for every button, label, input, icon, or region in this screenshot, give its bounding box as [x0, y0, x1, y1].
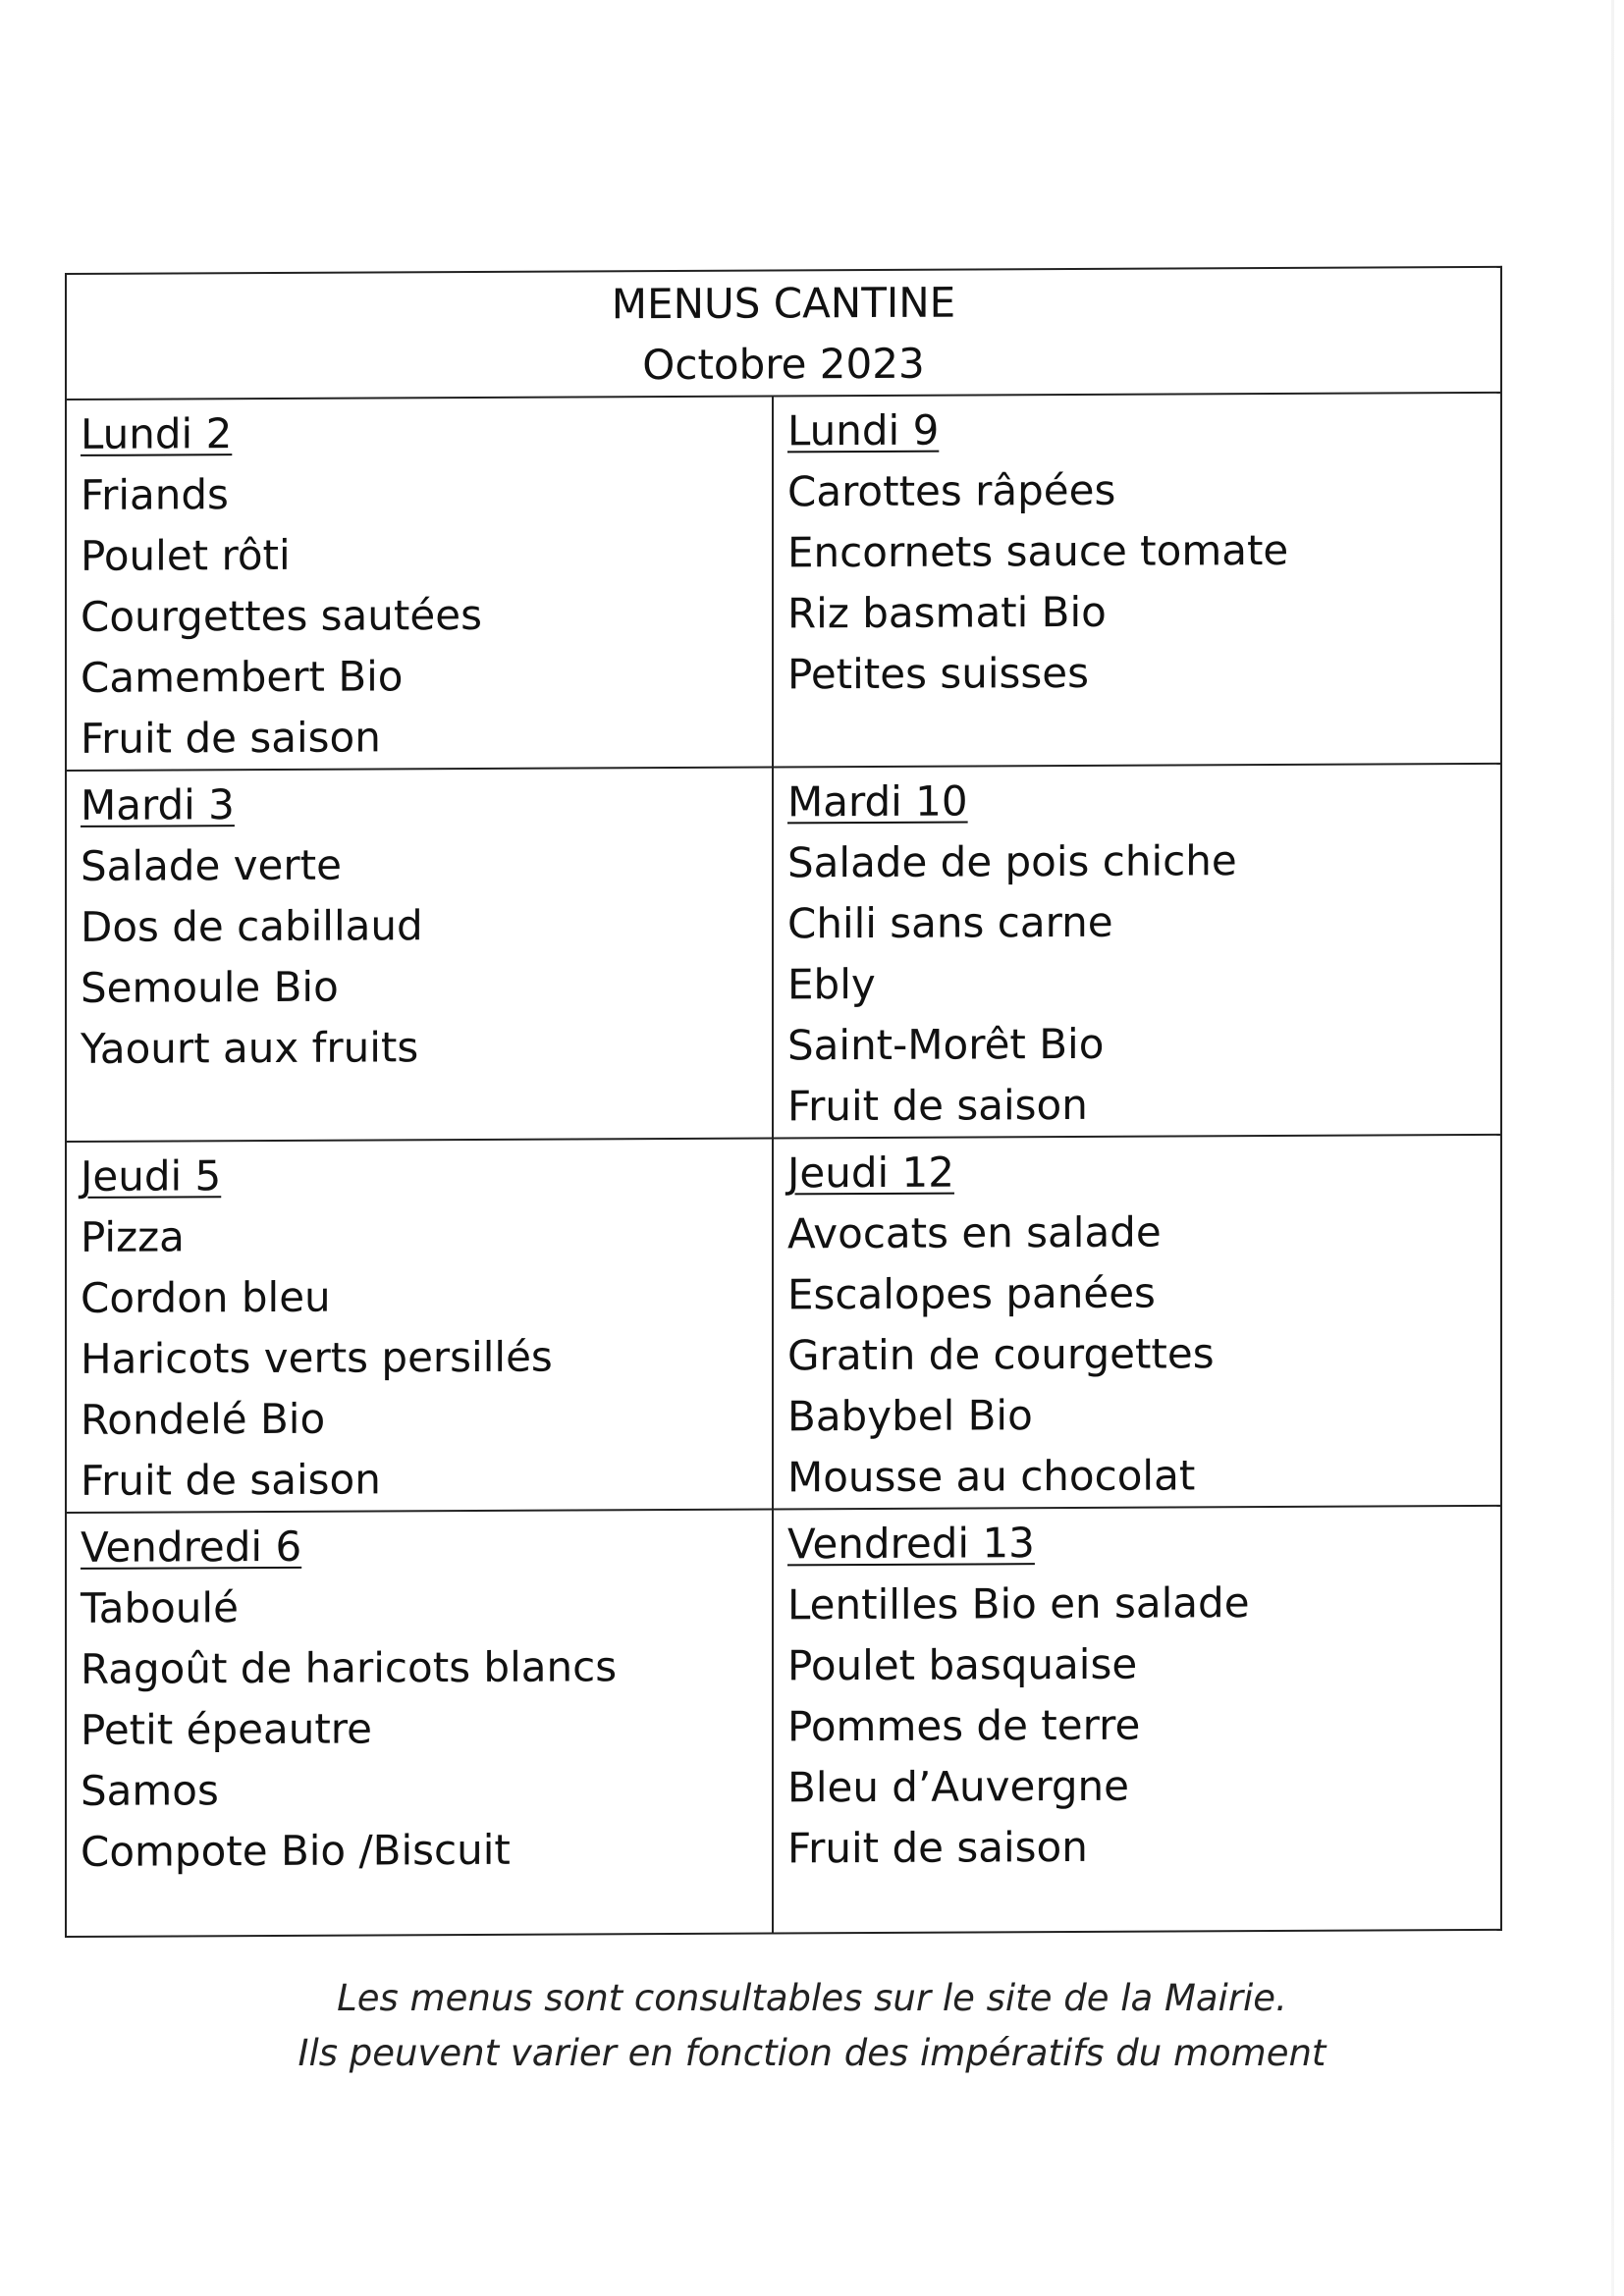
dish: Poulet rôti	[81, 530, 291, 580]
dish: Ebly	[787, 959, 876, 1009]
day-name: Vendredi 13	[787, 1519, 1035, 1569]
day-cell-mardi-3	[66, 767, 773, 1142]
dish: Camembert Bio	[81, 652, 404, 702]
dish: Petit épeautre	[81, 1704, 372, 1754]
day-cell-vendredi-6	[66, 1509, 773, 1937]
week-row	[66, 1506, 1501, 1937]
menu-month: Octobre 2023	[642, 339, 925, 390]
dish: Babybel Bio	[787, 1391, 1033, 1441]
footer-note	[0, 1971, 1624, 2081]
dish: Fruit de saison	[81, 713, 381, 763]
dish: Pizza	[81, 1212, 185, 1261]
dish: Compote Bio /Biscuit	[81, 1825, 511, 1876]
dish: Gratin de courgettes	[787, 1329, 1215, 1380]
dish: Escalopes panées	[787, 1268, 1156, 1319]
dish: Riz basmati Bio	[787, 587, 1107, 638]
dish: Cordon bleu	[81, 1272, 331, 1322]
day-cell-vendredi-13	[773, 1506, 1501, 1934]
day-cell-lundi-9	[773, 393, 1501, 768]
dish: Salade verte	[81, 840, 342, 890]
dish: Rondelé Bio	[81, 1394, 326, 1444]
day-name: Mardi 3	[81, 780, 235, 829]
day-name: Jeudi 5	[81, 1151, 222, 1201]
dish: Avocats en salade	[787, 1207, 1162, 1258]
day-cell-jeudi-5	[66, 1138, 773, 1513]
dish: Yaourt aux fruits	[81, 1023, 419, 1073]
footer-line: Ils peuvent varier en fonction des impératifs du moment	[298, 2032, 1326, 2074]
footer-line: Les menus sont consultables sur le site de la Mairie.	[337, 1977, 1287, 2019]
dish: Saint-Morêt Bio	[787, 1019, 1105, 1070]
dish: Lentilles Bio en salade	[787, 1578, 1250, 1629]
day-name: Jeudi 12	[787, 1148, 954, 1198]
dish: Courgettes sautées	[81, 590, 482, 641]
dish: Semoule Bio	[81, 962, 339, 1012]
day-cell-mardi-10	[773, 764, 1501, 1139]
day-cell-jeudi-12	[773, 1135, 1501, 1510]
dish: Samos	[81, 1766, 219, 1815]
dish: Dos de cabillaud	[81, 901, 423, 951]
day-name: Vendredi 6	[81, 1522, 302, 1572]
dish: Fruit de saison	[787, 1822, 1088, 1873]
week-row	[66, 764, 1501, 1142]
dish: Pommes de terre	[787, 1700, 1141, 1751]
dish: Fruit de saison	[81, 1455, 381, 1505]
dish: Friands	[81, 470, 229, 519]
dish: Haricots verts persillés	[81, 1332, 553, 1383]
dish: Poulet basquaise	[787, 1639, 1138, 1690]
week-row	[66, 393, 1501, 771]
page-title: MENUS CANTINE	[611, 278, 956, 329]
menu-table	[65, 266, 1502, 1938]
dish: Encornets sauce tomate	[787, 525, 1289, 577]
dish: Petites suisses	[787, 648, 1090, 699]
dish: Salade de pois chiche	[787, 836, 1237, 887]
dish: Fruit de saison	[787, 1080, 1088, 1131]
week-row	[66, 1135, 1501, 1513]
day-name: Lundi 9	[787, 405, 940, 455]
day-name: Lundi 2	[81, 409, 233, 458]
dish: Taboulé	[81, 1583, 239, 1632]
dish: Mousse au chocolat	[787, 1451, 1196, 1502]
day-name: Mardi 10	[787, 776, 968, 827]
menu-header	[66, 267, 1501, 400]
menu-header-row	[66, 267, 1501, 400]
dish: Ragoût de haricots blancs	[81, 1642, 618, 1693]
dish: Chili sans carne	[787, 897, 1113, 948]
dish: Carottes râpées	[787, 465, 1116, 516]
scan-edge-mark	[1611, 0, 1614, 2296]
day-cell-lundi-2	[66, 396, 773, 771]
dish: Bleu d’Auvergne	[787, 1761, 1129, 1812]
